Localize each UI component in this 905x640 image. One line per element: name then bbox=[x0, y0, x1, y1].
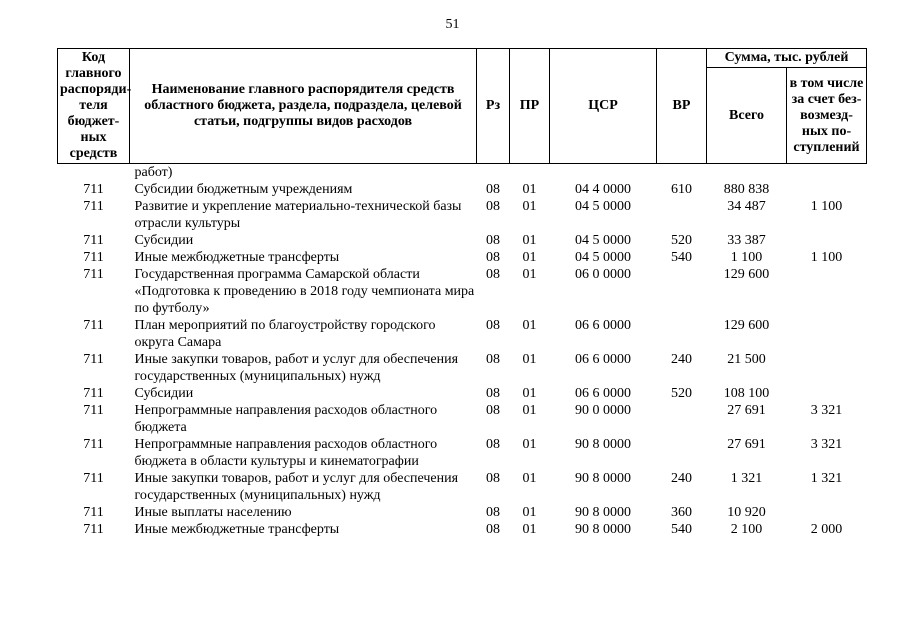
header-sum-group: Сумма, тыс. рублей bbox=[707, 49, 867, 68]
row-vr bbox=[657, 436, 707, 470]
row-code: 711 bbox=[83, 522, 104, 537]
row-csr: 06 6 0000 bbox=[575, 386, 631, 401]
row-name: Иные выплаты населению bbox=[134, 505, 292, 520]
row-total: 27 691 bbox=[727, 403, 766, 418]
page-number: 51 bbox=[445, 17, 460, 32]
row-free: 1 321 bbox=[810, 471, 843, 486]
row-name: Иные межбюджетные трансферты bbox=[134, 250, 340, 265]
row-pr: 01 bbox=[522, 403, 537, 418]
row-pr: 01 bbox=[522, 471, 537, 486]
row-total: 108 100 bbox=[723, 386, 770, 401]
row-total: 1 100 bbox=[730, 250, 763, 265]
row-code: 711 bbox=[83, 267, 104, 282]
row-rz: 08 bbox=[486, 182, 500, 197]
row-rz: 08 bbox=[486, 386, 500, 401]
row-csr: 04 5 0000 bbox=[575, 233, 631, 248]
row-code: 711 bbox=[83, 403, 104, 418]
table-row bbox=[58, 351, 867, 385]
row-free: 1 100 bbox=[810, 199, 843, 214]
row-rz: 08 bbox=[486, 471, 500, 486]
table-row bbox=[58, 521, 867, 538]
row-free bbox=[787, 181, 867, 198]
row-free bbox=[787, 317, 867, 351]
row-csr: 90 8 0000 bbox=[575, 505, 631, 520]
row-code: 711 bbox=[83, 199, 104, 214]
row-vr bbox=[657, 198, 707, 232]
row-vr bbox=[657, 266, 707, 317]
row-vr bbox=[657, 402, 707, 436]
table-row bbox=[58, 198, 867, 232]
row-total: 34 487 bbox=[727, 199, 766, 214]
row-pr: 01 bbox=[522, 233, 537, 248]
row-csr: 90 8 0000 bbox=[575, 437, 631, 452]
row-pr: 01 bbox=[522, 199, 537, 214]
budget-table bbox=[57, 48, 867, 538]
header-pr: ПР bbox=[510, 49, 550, 164]
row-rz: 08 bbox=[486, 199, 500, 214]
row-rz: 08 bbox=[486, 250, 500, 265]
row-vr: 360 bbox=[671, 505, 692, 520]
row-rz: 08 bbox=[486, 352, 500, 367]
row-vr: 240 bbox=[671, 352, 692, 367]
row-vr: 520 bbox=[671, 386, 692, 401]
row-code: 711 bbox=[83, 352, 104, 367]
header-total: Всего bbox=[707, 68, 787, 164]
row-rz: 08 bbox=[486, 437, 500, 452]
row-csr: 90 8 0000 bbox=[575, 471, 631, 486]
table-row bbox=[58, 504, 867, 521]
row-csr: 04 5 0000 bbox=[575, 250, 631, 265]
row-name: Субсидии бюджетным учреждениям bbox=[134, 182, 353, 197]
row-rz: 08 bbox=[486, 505, 500, 520]
row-free bbox=[787, 266, 867, 317]
row-code: 711 bbox=[83, 233, 104, 248]
row-pr: 01 bbox=[522, 505, 537, 520]
continuation-row bbox=[58, 164, 867, 182]
row-total: 21 500 bbox=[727, 352, 766, 367]
row-pr: 01 bbox=[522, 386, 537, 401]
row-total: 1 321 bbox=[730, 471, 763, 486]
table-row bbox=[58, 181, 867, 198]
row-pr: 01 bbox=[522, 437, 537, 452]
row-vr: 540 bbox=[671, 522, 692, 537]
row-free: 3 321 bbox=[810, 403, 843, 418]
row-rz: 08 bbox=[486, 522, 500, 537]
row-free: 2 000 bbox=[810, 522, 843, 537]
row-csr: 06 6 0000 bbox=[575, 318, 631, 333]
row-rz: 08 bbox=[486, 318, 500, 333]
row-vr: 610 bbox=[671, 182, 692, 197]
table-header bbox=[58, 49, 867, 164]
row-total: 129 600 bbox=[723, 318, 770, 333]
table-row bbox=[58, 317, 867, 351]
row-code: 711 bbox=[83, 182, 104, 197]
row-name: Непрограммные направления расходов областного бюджета в области культуры и кинематографии bbox=[134, 437, 438, 469]
row-name: Субсидии bbox=[134, 233, 194, 248]
row-total: 129 600 bbox=[723, 267, 770, 282]
row-name: Иные закупки товаров, работ и услуг для обеспечения государственных (муниципальных) нужд bbox=[134, 352, 459, 384]
row-pr: 01 bbox=[522, 352, 537, 367]
header-name: Наименование главного распорядителя средств областного бюджета, раздела, подраздела, целевой статьи, подгруппы видов расходов bbox=[130, 49, 477, 164]
header-rz: Рз bbox=[477, 49, 510, 164]
row-vr: 520 bbox=[671, 233, 692, 248]
row-free bbox=[787, 385, 867, 402]
row-name: Иные закупки товаров, работ и услуг для обеспечения государственных (муниципальных) нужд bbox=[134, 471, 459, 503]
row-name: Государственная программа Самарской области «Подготовка к проведению в 2018 году чемпионата мира по футболу» bbox=[134, 267, 475, 316]
row-total: 27 691 bbox=[727, 437, 766, 452]
row-pr: 01 bbox=[522, 267, 537, 282]
table-row bbox=[58, 402, 867, 436]
row-free: 3 321 bbox=[810, 437, 843, 452]
row-total: 880 838 bbox=[723, 182, 770, 197]
table-row bbox=[58, 470, 867, 504]
row-pr: 01 bbox=[522, 318, 537, 333]
row-code: 711 bbox=[83, 250, 104, 265]
row-free bbox=[787, 351, 867, 385]
row-csr: 04 5 0000 bbox=[575, 199, 631, 214]
row-rz: 08 bbox=[486, 233, 500, 248]
row-pr: 01 bbox=[522, 250, 537, 265]
table-row bbox=[58, 249, 867, 266]
row-csr: 04 4 0000 bbox=[575, 182, 631, 197]
row-vr bbox=[657, 317, 707, 351]
row-free bbox=[787, 232, 867, 249]
table-row bbox=[58, 266, 867, 317]
header-free: в том числе за счет без-возмезд-ных по-ступлений bbox=[787, 68, 867, 164]
row-pr: 01 bbox=[522, 522, 537, 537]
row-code: 711 bbox=[83, 471, 104, 486]
row-vr: 240 bbox=[671, 471, 692, 486]
row-csr: 90 0 0000 bbox=[575, 403, 631, 418]
table-row bbox=[58, 232, 867, 249]
header-vr: ВР bbox=[657, 49, 707, 164]
continuation-text: работ) bbox=[134, 165, 173, 180]
row-csr: 06 6 0000 bbox=[575, 352, 631, 367]
row-name: План мероприятий по благоустройству городского округа Самара bbox=[134, 318, 436, 350]
row-code: 711 bbox=[83, 505, 104, 520]
row-csr: 90 8 0000 bbox=[575, 522, 631, 537]
header-csr: ЦСР bbox=[550, 49, 657, 164]
row-name: Субсидии bbox=[134, 386, 194, 401]
row-total: 10 920 bbox=[727, 505, 766, 520]
row-code: 711 bbox=[83, 437, 104, 452]
row-name: Развитие и укрепление материально-технической базы отрасли культуры bbox=[134, 199, 462, 231]
header-code: Код главного распоряди-теля бюджет-ных средств bbox=[58, 49, 130, 164]
row-code: 711 bbox=[83, 318, 104, 333]
row-name: Непрограммные направления расходов областного бюджета bbox=[134, 403, 438, 435]
row-code: 711 bbox=[83, 386, 104, 401]
row-total: 33 387 bbox=[727, 233, 766, 248]
row-pr: 01 bbox=[522, 182, 537, 197]
row-vr: 540 bbox=[671, 250, 692, 265]
row-free: 1 100 bbox=[810, 250, 843, 265]
table-row bbox=[58, 385, 867, 402]
table-body bbox=[58, 164, 867, 539]
row-rz: 08 bbox=[486, 403, 500, 418]
table-row bbox=[58, 436, 867, 470]
row-csr: 06 0 0000 bbox=[575, 267, 631, 282]
row-name: Иные межбюджетные трансферты bbox=[134, 522, 340, 537]
row-rz: 08 bbox=[486, 267, 500, 282]
row-total: 2 100 bbox=[730, 522, 763, 537]
row-free bbox=[787, 504, 867, 521]
